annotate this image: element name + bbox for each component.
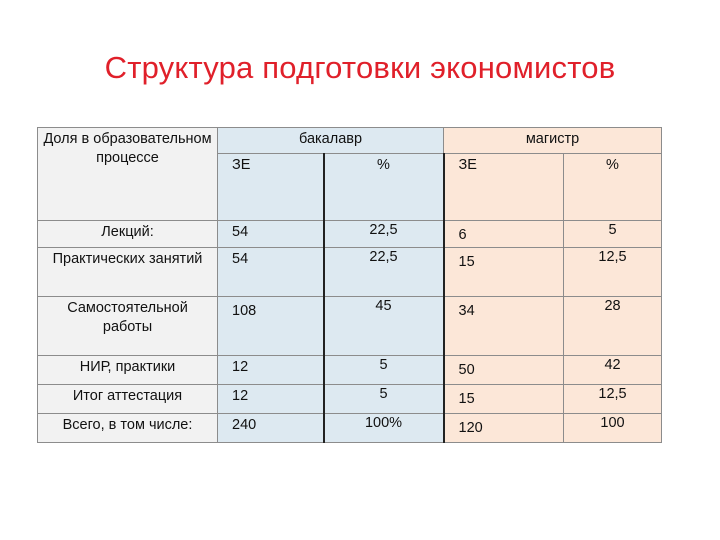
subheader-bachelor-ze: ЗЕ	[218, 154, 324, 221]
table-row	[38, 414, 662, 443]
cell-master-ze: 6	[444, 221, 564, 248]
subheader-master-pct: %	[564, 154, 662, 221]
cell-master-pct: 42	[564, 356, 662, 385]
cell-master-pct: 5	[564, 221, 662, 248]
table-row	[38, 385, 662, 414]
cell-bachelor-pct: 5	[324, 356, 444, 385]
row-label: НИР, практики	[38, 356, 218, 385]
group-header-master: магистр	[444, 128, 662, 154]
structure-table	[37, 127, 662, 443]
table-header-row	[38, 128, 662, 154]
cell-master-pct: 12,5	[564, 248, 662, 297]
table-row	[38, 221, 662, 248]
cell-bachelor-ze: 12	[218, 356, 324, 385]
cell-master-ze: 120	[444, 414, 564, 443]
row-label: Лекций:	[38, 221, 218, 248]
cell-bachelor-ze: 240	[218, 414, 324, 443]
group-header-bachelor: бакалавр	[218, 128, 444, 154]
cell-master-ze: 15	[444, 248, 564, 297]
subheader-bachelor-pct: %	[324, 154, 444, 221]
row-label: Самостоятельной работы	[38, 297, 218, 356]
slide-title: Структура подготовки экономистов	[104, 50, 616, 85]
cell-bachelor-ze: 54	[218, 248, 324, 297]
table-row	[38, 248, 662, 297]
cell-bachelor-pct: 22,5	[324, 221, 444, 248]
table-row	[38, 356, 662, 385]
cell-bachelor-ze: 54	[218, 221, 324, 248]
cell-bachelor-ze: 12	[218, 385, 324, 414]
cell-bachelor-ze: 108	[218, 297, 324, 356]
corner-header: Доля в образовательном процессе	[38, 128, 218, 221]
table-row	[38, 297, 662, 356]
cell-bachelor-pct: 5	[324, 385, 444, 414]
row-label: Практических занятий	[38, 248, 218, 297]
cell-master-pct: 100	[564, 414, 662, 443]
row-label: Всего, в том числе:	[38, 414, 218, 443]
cell-master-pct: 12,5	[564, 385, 662, 414]
cell-bachelor-pct: 100%	[324, 414, 444, 443]
cell-master-ze: 50	[444, 356, 564, 385]
cell-master-pct: 28	[564, 297, 662, 356]
cell-master-ze: 15	[444, 385, 564, 414]
cell-bachelor-pct: 45	[324, 297, 444, 356]
cell-bachelor-pct: 22,5	[324, 248, 444, 297]
cell-master-ze: 34	[444, 297, 564, 356]
row-label: Итог аттестация	[38, 385, 218, 414]
subheader-master-ze: ЗЕ	[444, 154, 564, 221]
